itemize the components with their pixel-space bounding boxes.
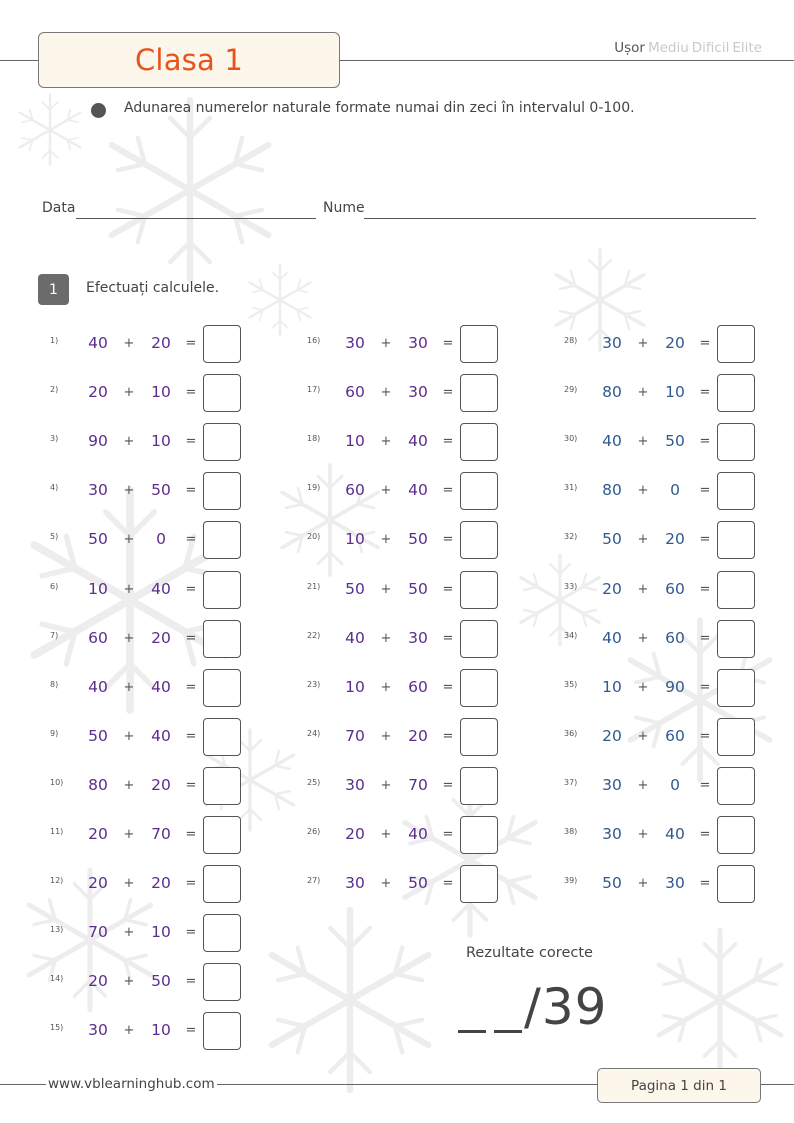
addend-b: 40 <box>408 432 428 451</box>
plus-sign: + <box>123 336 135 351</box>
exercise-number: 29) <box>564 385 578 395</box>
addend-b: 0 <box>670 481 680 500</box>
addend-b: 30 <box>408 334 428 352</box>
difficulty-levels <box>611 40 762 56</box>
addend-b: 50 <box>665 432 685 451</box>
plus-sign: + <box>637 483 649 499</box>
plus-sign: + <box>123 483 135 499</box>
plus-sign: + <box>123 679 135 695</box>
addend-a: 50 <box>345 579 365 598</box>
equals-sign: = <box>185 1023 197 1039</box>
answer-box[interactable] <box>717 865 755 903</box>
exercise-number: 20) <box>307 532 321 542</box>
addend-a: 50 <box>602 874 622 893</box>
equals-sign: = <box>699 336 711 351</box>
addend-a: 80 <box>602 383 622 402</box>
answer-box[interactable] <box>203 718 241 756</box>
addend-a: 60 <box>345 383 365 402</box>
equals-sign: = <box>442 385 454 401</box>
addend-a: 30 <box>345 874 365 893</box>
addend-a: 30 <box>88 481 108 500</box>
title-box <box>38 32 340 88</box>
equals-sign: = <box>699 532 711 548</box>
plus-sign: + <box>380 336 392 351</box>
exercise-number: 17) <box>307 385 321 395</box>
page-indicator: Pagina 1 din 1 <box>597 1068 761 1103</box>
plus-sign: + <box>637 532 649 548</box>
plus-sign: + <box>380 581 392 597</box>
equals-sign: = <box>442 630 454 646</box>
addend-b: 30 <box>408 383 428 402</box>
exercise-number: 18) <box>307 434 321 444</box>
equals-sign: = <box>699 876 711 892</box>
addend-a: 50 <box>88 726 108 745</box>
addend-a: 10 <box>88 579 108 598</box>
answer-box[interactable] <box>460 571 498 609</box>
answer-box[interactable] <box>717 620 755 658</box>
answer-box[interactable] <box>203 914 241 952</box>
equals-sign: = <box>442 728 454 744</box>
addend-a: 30 <box>345 775 365 794</box>
exercise-number: 24) <box>307 728 321 738</box>
plus-sign: + <box>123 630 135 646</box>
section-number: 1 <box>38 274 69 305</box>
addend-b: 20 <box>408 726 428 745</box>
addend-b: 0 <box>670 775 680 794</box>
equals-sign: = <box>699 434 711 450</box>
addend-b: 70 <box>151 825 171 843</box>
plus-sign: + <box>123 925 135 941</box>
addend-b: 90 <box>665 677 685 696</box>
addend-a: 40 <box>88 677 108 696</box>
addend-b: 20 <box>151 775 171 794</box>
answer-box[interactable] <box>203 472 241 510</box>
addend-b: 10 <box>151 1021 171 1040</box>
plus-sign: + <box>123 385 135 401</box>
addend-a: 60 <box>88 628 108 647</box>
addend-b: 0 <box>156 530 166 549</box>
exercise-number: 8) <box>50 679 59 689</box>
exercise-number: 3) <box>50 434 59 444</box>
exercise-number: 38) <box>564 827 578 836</box>
addend-b: 40 <box>151 677 171 696</box>
answer-box[interactable] <box>460 325 498 363</box>
equals-sign: = <box>442 777 454 793</box>
answer-box[interactable] <box>203 521 241 559</box>
equals-sign: = <box>442 827 454 842</box>
plus-sign: + <box>380 385 392 401</box>
addend-a: 70 <box>88 923 108 942</box>
addend-b: 50 <box>408 579 428 598</box>
equals-sign: = <box>699 827 711 842</box>
level-easy[interactable]: Ușor <box>614 40 645 56</box>
exercise-number: 12) <box>50 876 64 886</box>
addend-a: 20 <box>345 825 365 843</box>
addend-b: 10 <box>151 923 171 942</box>
addend-b: 40 <box>151 726 171 745</box>
equals-sign: = <box>185 974 197 990</box>
exercise-number: 6) <box>50 581 59 591</box>
exercise-number: 4) <box>50 483 59 493</box>
equals-sign: = <box>699 777 711 793</box>
answer-box[interactable] <box>460 816 498 854</box>
plus-sign: + <box>380 728 392 744</box>
addend-a: 30 <box>88 1021 108 1040</box>
plus-sign: + <box>637 336 649 351</box>
equals-sign: = <box>185 728 197 744</box>
equals-sign: = <box>185 777 197 793</box>
exercise-number: 32) <box>564 532 578 542</box>
plus-sign: + <box>123 974 135 990</box>
answer-box[interactable] <box>460 767 498 805</box>
equals-sign: = <box>185 827 197 842</box>
addend-a: 40 <box>602 432 622 451</box>
equals-sign: = <box>442 532 454 548</box>
plus-sign: + <box>380 434 392 450</box>
exercise-number: 2) <box>50 385 59 395</box>
footer-rule-right <box>761 1084 794 1085</box>
exercise-number: 11) <box>50 827 64 836</box>
addend-a: 20 <box>88 383 108 402</box>
exercise-number: 16) <box>307 336 321 345</box>
plus-sign: + <box>380 827 392 842</box>
equals-sign: = <box>442 581 454 597</box>
addend-a: 40 <box>602 628 622 647</box>
addend-a: 80 <box>88 775 108 794</box>
plus-sign: + <box>380 876 392 892</box>
addend-a: 50 <box>88 530 108 549</box>
addend-a: 10 <box>345 677 365 696</box>
addend-a: 10 <box>345 432 365 451</box>
plus-sign: + <box>637 679 649 695</box>
addend-a: 30 <box>602 334 622 352</box>
equals-sign: = <box>699 385 711 401</box>
answer-box[interactable] <box>460 374 498 412</box>
page-title: Clasa 1 <box>134 43 244 77</box>
answer-box[interactable] <box>203 571 241 609</box>
exercise-number: 23) <box>307 679 321 689</box>
plus-sign: + <box>637 385 649 401</box>
answer-box[interactable] <box>203 325 241 363</box>
answer-box[interactable] <box>203 669 241 707</box>
bullet-icon <box>91 103 106 118</box>
addend-b: 60 <box>408 677 428 696</box>
answer-box[interactable] <box>460 423 498 461</box>
plus-sign: + <box>123 728 135 744</box>
plus-sign: + <box>637 581 649 597</box>
equals-sign: = <box>185 385 197 401</box>
addend-a: 20 <box>88 874 108 893</box>
equals-sign: = <box>185 925 197 941</box>
answer-box[interactable] <box>717 521 755 559</box>
equals-sign: = <box>185 434 197 450</box>
exercise-number: 26) <box>307 827 321 836</box>
addend-a: 10 <box>345 530 365 549</box>
plus-sign: + <box>123 434 135 450</box>
addend-b: 60 <box>665 579 685 598</box>
exercise-number: 10) <box>50 777 64 787</box>
exercise-number: 36) <box>564 728 578 738</box>
addend-a: 40 <box>88 334 108 352</box>
answer-box[interactable] <box>460 865 498 903</box>
exercise-number: 34) <box>564 630 578 640</box>
exercise-number: 31) <box>564 483 578 493</box>
answer-box[interactable] <box>460 669 498 707</box>
level-hard[interactable]: Dificil <box>691 40 730 56</box>
plus-sign: + <box>380 532 392 548</box>
level-elite[interactable]: Elite <box>732 40 762 56</box>
addend-a: 50 <box>602 530 622 549</box>
addend-b: 10 <box>665 383 685 402</box>
answer-box[interactable] <box>460 718 498 756</box>
answer-box[interactable] <box>717 472 755 510</box>
exercise-number: 25) <box>307 777 321 787</box>
exercise-number: 35) <box>564 679 578 689</box>
plus-sign: + <box>123 827 135 842</box>
plus-sign: + <box>123 1023 135 1039</box>
equals-sign: = <box>185 876 197 892</box>
answer-box[interactable] <box>717 816 755 854</box>
answer-box[interactable] <box>460 521 498 559</box>
addend-a: 90 <box>88 432 108 451</box>
equals-sign: = <box>185 630 197 646</box>
score-blank[interactable] <box>458 1030 522 1033</box>
plus-sign: + <box>637 827 649 842</box>
plus-sign: + <box>123 532 135 548</box>
addend-b: 10 <box>151 432 171 451</box>
plus-sign: + <box>380 679 392 695</box>
equals-sign: = <box>185 679 197 695</box>
answer-box[interactable] <box>203 816 241 854</box>
equals-sign: = <box>442 434 454 450</box>
answer-box[interactable] <box>717 718 755 756</box>
plus-sign: + <box>123 581 135 597</box>
equals-sign: = <box>699 728 711 744</box>
section-instruction: Efectuați calculele. <box>86 280 220 296</box>
answer-box[interactable] <box>203 1012 241 1050</box>
plus-sign: + <box>637 630 649 646</box>
addend-b: 10 <box>151 383 171 402</box>
exercise-number: 9) <box>50 728 59 738</box>
plus-sign: + <box>380 777 392 793</box>
addend-a: 30 <box>602 825 622 843</box>
addend-b: 40 <box>665 825 685 843</box>
addend-b: 70 <box>408 775 428 794</box>
answer-box[interactable] <box>717 423 755 461</box>
addend-b: 40 <box>151 579 171 598</box>
answer-box[interactable] <box>717 325 755 363</box>
addend-b: 20 <box>151 628 171 647</box>
answer-box[interactable] <box>717 571 755 609</box>
exercise-description: Adunarea numerelor naturale formate numai din zeci în intervalul 0-100. <box>124 100 635 116</box>
answer-box[interactable] <box>717 374 755 412</box>
equals-sign: = <box>185 336 197 351</box>
footer-url[interactable]: www.vblearninghub.com <box>48 1076 215 1092</box>
equals-sign: = <box>699 581 711 597</box>
date-field[interactable] <box>76 218 316 219</box>
answer-box[interactable] <box>203 767 241 805</box>
plus-sign: + <box>380 630 392 646</box>
equals-sign: = <box>442 679 454 695</box>
name-field[interactable] <box>364 218 756 219</box>
exercise-number: 28) <box>564 336 578 345</box>
addend-a: 40 <box>345 628 365 647</box>
equals-sign: = <box>185 532 197 548</box>
addend-b: 50 <box>151 481 171 500</box>
addend-b: 50 <box>151 972 171 991</box>
answer-box[interactable] <box>203 963 241 1001</box>
addend-a: 20 <box>88 825 108 843</box>
addend-b: 40 <box>408 481 428 500</box>
answer-box[interactable] <box>460 620 498 658</box>
equals-sign: = <box>699 483 711 499</box>
equals-sign: = <box>699 630 711 646</box>
addend-b: 60 <box>665 628 685 647</box>
addend-a: 80 <box>602 481 622 500</box>
addend-a: 10 <box>602 677 622 696</box>
addend-b: 20 <box>151 874 171 893</box>
plus-sign: + <box>637 728 649 744</box>
equals-sign: = <box>185 483 197 499</box>
addend-b: 40 <box>408 825 428 843</box>
addend-a: 30 <box>602 775 622 794</box>
score-label: Rezultate corecte <box>466 945 593 961</box>
score-total: /39 <box>524 978 608 1036</box>
date-label: Data <box>42 200 76 216</box>
addend-a: 20 <box>88 972 108 991</box>
answer-box[interactable] <box>460 472 498 510</box>
addend-b: 30 <box>665 874 685 893</box>
exercise-number: 13) <box>50 925 64 935</box>
equals-sign: = <box>699 679 711 695</box>
addend-b: 30 <box>408 628 428 647</box>
exercise-number: 14) <box>50 974 64 984</box>
exercise-number: 39) <box>564 876 578 886</box>
level-medium[interactable]: Mediu <box>647 40 689 56</box>
equals-sign: = <box>185 581 197 597</box>
plus-sign: + <box>123 876 135 892</box>
plus-sign: + <box>637 777 649 793</box>
plus-sign: + <box>637 434 649 450</box>
name-label: Nume <box>323 200 365 216</box>
plus-sign: + <box>123 777 135 793</box>
addend-a: 60 <box>345 481 365 500</box>
exercise-number: 27) <box>307 876 321 886</box>
plus-sign: + <box>380 483 392 499</box>
equals-sign: = <box>442 483 454 499</box>
exercise-number: 1) <box>50 336 59 345</box>
exercise-number: 19) <box>307 483 321 493</box>
addend-b: 50 <box>408 530 428 549</box>
answer-box[interactable] <box>203 865 241 903</box>
answer-box[interactable] <box>203 620 241 658</box>
addend-b: 20 <box>665 334 685 352</box>
addend-b: 20 <box>665 530 685 549</box>
addend-b: 60 <box>665 726 685 745</box>
exercise-number: 15) <box>50 1023 64 1033</box>
plus-sign: + <box>637 876 649 892</box>
addend-a: 20 <box>602 579 622 598</box>
answer-box[interactable] <box>717 767 755 805</box>
exercise-number: 21) <box>307 581 321 591</box>
answer-box[interactable] <box>717 669 755 707</box>
exercise-number: 30) <box>564 434 578 444</box>
answer-box[interactable] <box>203 374 241 412</box>
answer-box[interactable] <box>203 423 241 461</box>
exercise-number: 37) <box>564 777 578 787</box>
exercise-number: 5) <box>50 532 59 542</box>
addend-b: 50 <box>408 874 428 893</box>
addend-b: 20 <box>151 334 171 352</box>
exercise-number: 33) <box>564 581 578 591</box>
addend-a: 30 <box>345 334 365 352</box>
exercise-number: 7) <box>50 630 59 640</box>
addend-a: 20 <box>602 726 622 745</box>
equals-sign: = <box>442 336 454 351</box>
exercise-number: 22) <box>307 630 321 640</box>
addend-a: 70 <box>345 726 365 745</box>
equals-sign: = <box>442 876 454 892</box>
